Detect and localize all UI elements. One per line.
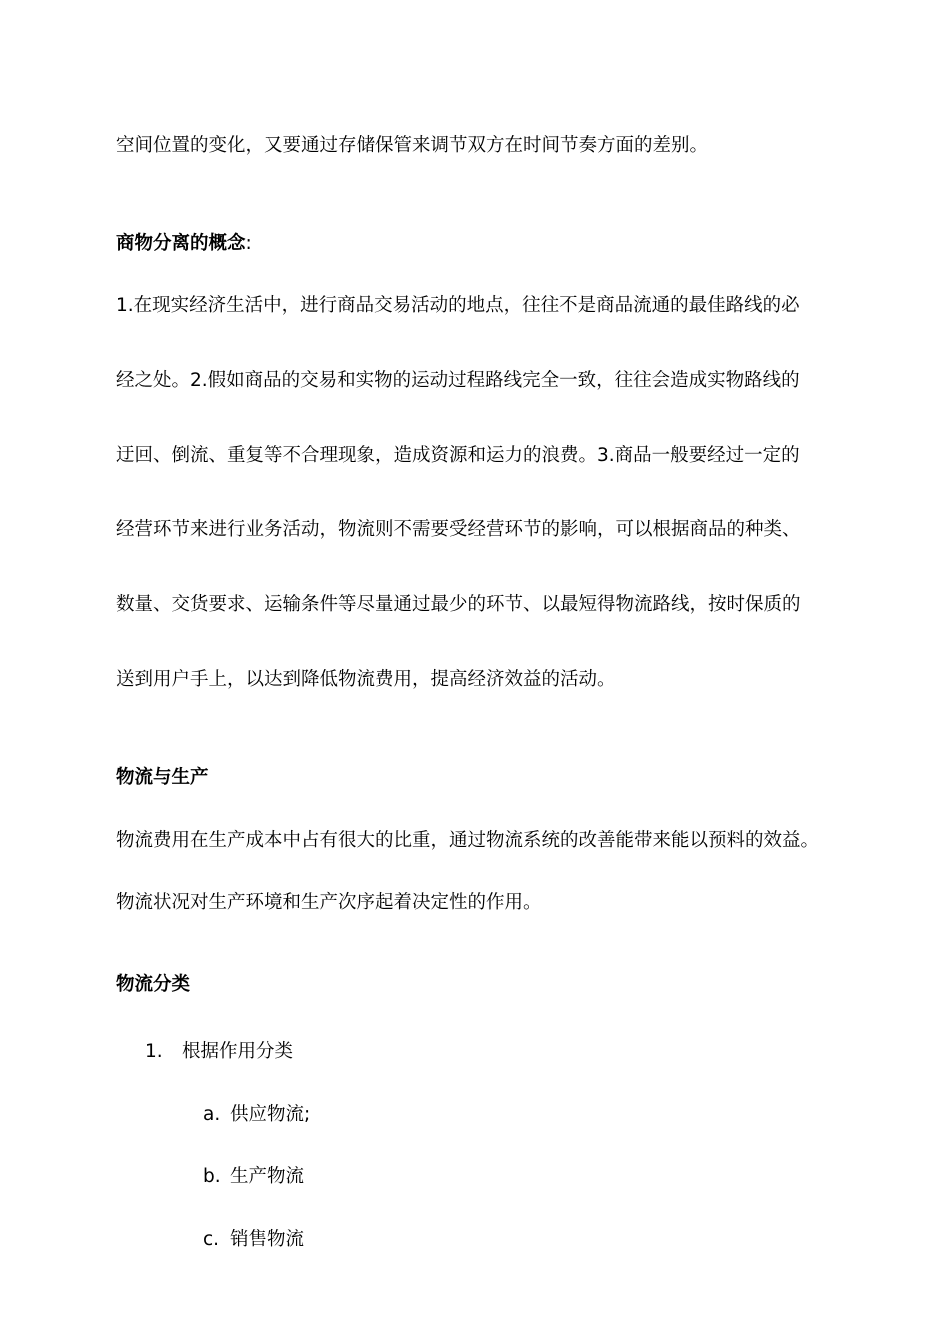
- production-paragraph-line-1: 物流费用在生产成本中占有很大的比重，通过物流系统的改善能带来能以预料的效益。: [116, 830, 820, 851]
- sub-list-item-letter: c.: [203, 1229, 220, 1250]
- section-heading-separation-text: 商物分离的概念: [116, 233, 246, 254]
- separation-paragraph-line-4: 经营环节来进行业务活动，物流则不需要受经营环节的影响，可以根据商品的种类、: [116, 519, 801, 540]
- sub-list-item-letter: b.: [203, 1166, 221, 1187]
- section-heading-separation: [116, 232, 252, 256]
- separation-paragraph-line-2: 经之处。2.假如商品的交易和实物的运动过程路线完全一致，往往会造成实物路线的: [116, 370, 800, 391]
- sub-list-item-label: 生产物流: [230, 1166, 305, 1187]
- intro-paragraph: 空间位置的变化，又要通过存储保管来调节双方在时间节奏方面的差别。: [116, 135, 709, 156]
- list-item-number: 1.: [145, 1041, 163, 1062]
- list-item-label: 根据作用分类: [182, 1041, 294, 1062]
- sub-list-item-label: 销售物流: [230, 1229, 305, 1250]
- separation-paragraph-line-1: 1.在现实经济生活中，进行商品交易活动的地点，往往不是商品流通的最佳路线的必: [116, 295, 800, 316]
- section-heading-production: 物流与生产: [116, 767, 209, 788]
- sub-list-item-letter: a.: [203, 1104, 221, 1125]
- separation-paragraph-line-5: 数量、交货要求、运输条件等尽量通过最少的环节、以最短得物流路线，按时保质的: [116, 594, 801, 615]
- production-paragraph-line-2: 物流状况对生产环境和生产次序起着决定性的作用。: [116, 892, 542, 913]
- separation-paragraph-line-3: 迂回、倒流、重复等不合理现象，造成资源和运力的浪费。3.商品一般要经过一定的: [116, 445, 800, 466]
- sub-list-item-label: 供应物流;: [230, 1104, 311, 1125]
- section-heading-classification: 物流分类: [116, 974, 191, 995]
- section-heading-colon: :: [245, 233, 252, 254]
- separation-paragraph-line-6: 送到用户手上，以达到降低物流费用，提高经济效益的活动。: [116, 669, 616, 690]
